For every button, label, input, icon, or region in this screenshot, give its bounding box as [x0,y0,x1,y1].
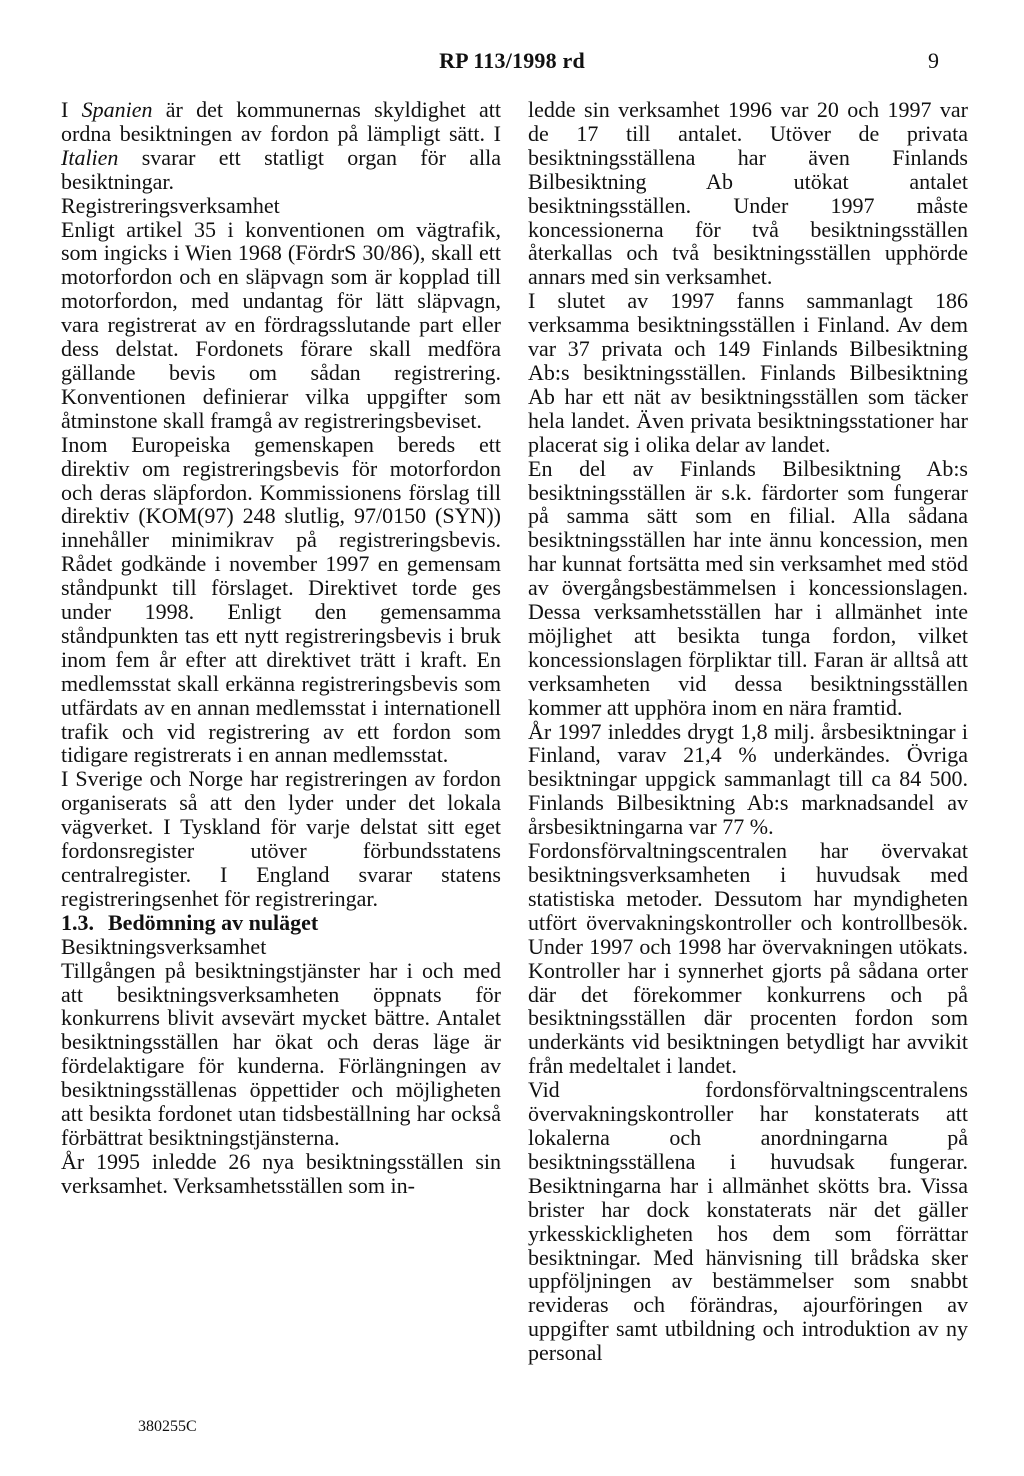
header-title: RP 113/1998 rd [439,48,585,73]
country-spain: Spanien [81,97,153,122]
section-title: Bedömning av nuläget [108,909,319,935]
subheading-inspection: Besiktningsverksamhet [61,933,267,959]
footer-code: 380255C [138,1418,197,1435]
text-fragment: är det kommunernas skyldighet att ordna besiktningen av fordon på lämpligt sätt. I [61,97,502,146]
paragraph-eu-directive: Inom Europeiska gemenskapen bereds ett direktiv om registreringsbevis för motorfordon och deras släpfordon. Kommissionens förslag till direktiv (KOM(97) 248 slutlig, 97/0150 (SYN)) innehåller minimikrav på registreringsbevis. Rådet godkände i november 1997 en gemensam ståndpunkt till förslaget. Direktivet torde ges under 1998. Enligt den gemensamma ståndpunkten tas ett nytt registreringsbevis i bruk inom fem år efter att direktivet trätt i kraft. En medlemsstat skall erkänna registreringsbevis som utfärdats av en annan medlemsstat i internationell trafik och vid registrering av ett fordon som tidigare registrerats i en annan medlemsstat. [61,431,501,768]
paragraph-spain-italy [61,98,501,194]
right-column [528,98,968,1365]
text-fragment: svarar ett statligt organ för alla besiktningar. [61,144,501,194]
paragraph-continued: ledde sin verksamhet 1996 var 20 och 1997 var de 17 till antalet. Utöver de privata besiktningsställena har även Finlands Bilbesiktning Ab utökat antalet besiktningsställen. Under 1997 måste koncessionerna för två besiktningsställen återkallas och två besiktningsställen upphörde annars med sin verksamhet. [528,97,968,290]
page-number: 9 [928,48,939,73]
paragraph-other-countries: I Sverige och Norge har registreringen av fordon organiserats så att den lyder under det lokala vägverket. I Tyskland för varje delstat sitt eget fordonsregister utöver förbundsstatens centralregister. I England svarar statens registreringsenhet för registreringar. [61,766,501,911]
paragraph-vienna-convention: Enligt artikel 35 i konventionen om vägtrafik, som ingicks i Wien 1968 (FördrS 30/86), skall ett motorfordon och en släpvagn som är kopplad till motorfordon, med undantag för lätt släpvagn, vara registrerat av en fördragsslutande part eller dess delstat. Fordonets förare skall medföra gällande bevis om sådan registrering. Konventionen definierar vilka uppgifter som åtminstone skall framgå av registreringsbeviset. [61,216,501,433]
paragraph-annual-inspections: År 1997 inleddes drygt 1,8 milj. årsbesiktningar i Finland, varav 21,4 % underkändes. Övriga besiktningar uppgick sammanlagt till ca 84 500. Finlands Bilbesiktning Ab:s marknadsandel av årsbesiktningarna var 77 %. [528,718,968,840]
text-fragment: I [61,97,82,122]
section-number: 1.3. [61,909,94,935]
paragraph-findings: Vid fordonsförvaltningscentralens övervakningskontroller har konstaterats att lokalerna och anordningarna på besiktningsställena i huvudsak fungerar. Besiktningarna har i allmänhet skötts bra. Vissa brister har dock konstaterats när det gäller yrkesskickligheten hos dem som förrättar besiktningar. Med hänvisning till brådska sker uppföljningen av bestämmelser som snabbt revideras och förändras, ajourföringen av uppgifter samt utbildning och introduktion av ny personal [528,1077,968,1366]
section-heading [61,911,501,935]
country-italy: Italien [61,144,119,170]
paragraph-availability: Tillgången på besiktningstjänster har i och med att besiktningsverksamheten öppnats för konkurrens blivit avsevärt mycket bättre. Antalet besiktningsställen har ökat och deras läge är fördelaktigare för kunderna. Förlängningen av besiktningsställenas öppettider och möjligheten att besikta fordonet utan tidsbeställning har också förbättrat besiktningstjänsterna. [61,957,501,1150]
subheading-registration: Registreringsverksamhet [61,192,280,218]
paragraph-1997-count: I slutet av 1997 fanns sammanlagt 186 verksamma besiktningsställen i Finland. Av dem var 37 privata och 149 Finlands Bilbesiktning Ab:s besiktningsställen. Finlands Bilbesiktning Ab har ett nät av besiktningsställen som täcker hela landet. Även privata besiktningsstationer har placerat sig i olika delar av landet. [528,288,968,457]
paragraph-supervision: Fordonsförvaltningscentralen har övervakat besiktningsverksamheten i huvudsak med statistiska metoder. Dessutom har myndigheten utfört övervakningskontroller och kontrollbesök. Under 1997 och 1998 har övervakningen utökats. Kontroller har i synnerhet gjorts på sådana orter där det förekommer konkurrens och på besiktningsställen där procenten fordon som underkänts vid besiktningen betydligt har avvikit från medeltalet i landet. [528,838,968,1079]
left-column [61,98,501,1198]
paragraph-1995: År 1995 inledde 26 nya besiktningsställen sin verksamhet. Verksamhetsställen som in- [61,1148,501,1198]
paragraph-field-locations: En del av Finlands Bilbesiktning Ab:s besiktningsställen är s.k. färdorter som fungerar på samma sätt som en filial. Alla sådana besiktningsställen har inte ännu koncession, men har kunnat fortsätta med sin verksamhet med stöd av övergångsbestämmelsen i koncessionslagen. Dessa verksamhetsställen har i allmänhet inte möjlighet att besikta tunga fordon, vilket koncessionslagen förpliktar till. Faran är alltså att verksamheten vid dessa besiktningsställen kommer att upphöra inom en nära framtid. [528,455,968,720]
